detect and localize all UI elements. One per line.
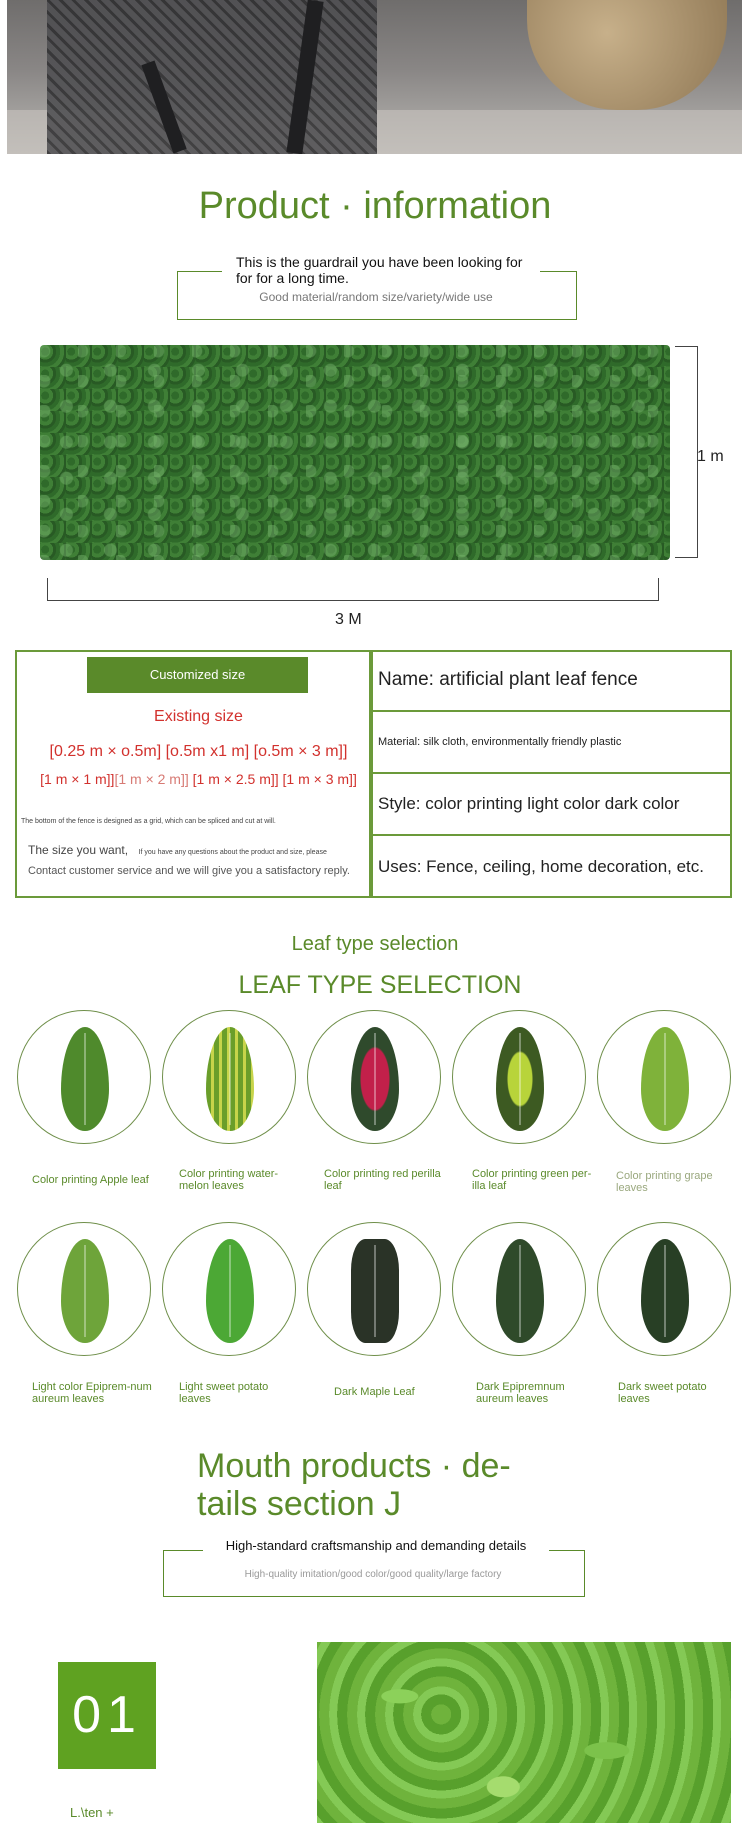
detail-bottom-text: L.\ten + <box>70 1805 114 1820</box>
leaf-option[interactable]: Color printing grape leaves <box>597 1010 731 1144</box>
product-info-caption: This is the guardrail you have been looking for for for a long time. <box>222 254 540 286</box>
existing-size-heading: Existing size <box>154 708 243 725</box>
attr-uses: Uses: Fence, ceiling, home decoration, etc. <box>371 836 732 898</box>
red-perilla-leaf-icon <box>351 1027 399 1131</box>
watermelon-leaf-icon <box>206 1027 254 1131</box>
width-label: 3 M <box>335 611 362 628</box>
leaf-section-title-caps: LEAF TYPE SELECTION <box>238 971 522 999</box>
light-sweet-potato-leaf-icon <box>206 1239 254 1343</box>
attr-style: Style: color printing light color dark color <box>371 774 732 836</box>
size-1x2: [1 m × 2 m]] <box>114 771 189 787</box>
light-epipremnum-leaf-icon <box>61 1239 109 1343</box>
size-1x1: [1 m × 1 m]] <box>40 771 115 787</box>
leaf-option[interactable]: Color printing water-melon leaves <box>162 1010 296 1144</box>
size-you-want: The size you want, <box>28 843 129 857</box>
leaf-grid <box>0 1010 750 1410</box>
details-caption: High-standard craftsmanship and demanding details <box>203 1538 549 1554</box>
height-label: 1 m <box>697 448 724 465</box>
questions-note: If you have any questions about the product and size, please <box>138 849 327 856</box>
green-perilla-leaf-icon <box>496 1027 544 1131</box>
leaf-option[interactable]: Light color Epiprem-num aureum leaves <box>17 1222 151 1356</box>
dark-maple-leaf-icon <box>351 1239 399 1343</box>
grape-leaf-icon <box>641 1027 689 1131</box>
attr-name: Name: artificial plant leaf fence <box>371 650 732 712</box>
leaf-option[interactable]: Color printing red perilla leaf <box>307 1010 441 1144</box>
details-tagline: High-quality imitation/good color/good quality/large factory <box>244 1569 502 1580</box>
attr-material: Material: silk cloth, environmentally friendly plastic <box>371 712 732 774</box>
product-info-title: Product · information <box>198 185 552 227</box>
customized-size-button[interactable]: Customized size <box>87 657 308 693</box>
detail-leaf-photo <box>317 1642 731 1823</box>
dark-epipremnum-leaf-icon <box>496 1239 544 1343</box>
size-1x3: [1 m × 3 m]] <box>282 771 357 787</box>
leaf-option[interactable]: Color printing green per-illa leaf <box>452 1010 586 1144</box>
detail-number-badge: 01 <box>58 1662 156 1769</box>
grid-note: The bottom of the fence is designed as a grid, which can be spliced and cut at will. <box>21 818 276 825</box>
dark-sweet-potato-leaf-icon <box>641 1239 689 1343</box>
leaf-option[interactable]: Dark Maple Leaf <box>307 1222 441 1356</box>
sizes-row-1: [0.25 m × o.5m] [o.5m x1 m] [o.5m × 3 m]] <box>49 743 348 760</box>
contact-note: Contact customer service and we will give you a satisfactory reply. <box>28 865 350 877</box>
hero-photo <box>7 0 742 154</box>
apple-leaf-icon <box>61 1027 109 1131</box>
details-title-line2: tails section J <box>197 1485 402 1523</box>
size-1x2-5: [1 m × 2.5 m]] <box>192 771 279 787</box>
width-bracket <box>47 578 659 601</box>
leaf-section-title: Leaf type selection <box>291 933 459 955</box>
leaf-option[interactable]: Color printing Apple leaf <box>17 1010 151 1144</box>
fence-panel-image <box>40 345 670 560</box>
height-bracket <box>675 346 698 558</box>
sizes-row-2 <box>15 771 382 787</box>
leaf-option[interactable]: Dark Epipremnum aureum leaves <box>452 1222 586 1356</box>
leaf-option[interactable]: Light sweet potato leaves <box>162 1222 296 1356</box>
size-want-line <box>28 841 373 859</box>
leaf-option[interactable]: Dark sweet potato leaves <box>597 1222 731 1356</box>
product-info-tagline: Good material/random size/variety/wide use <box>259 290 493 304</box>
details-title-line1: Mouth products · de- <box>197 1447 511 1485</box>
